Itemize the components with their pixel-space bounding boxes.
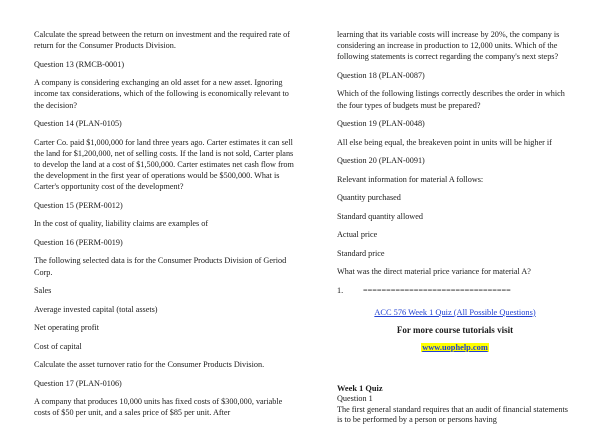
question-heading: Question 1: [337, 394, 373, 404]
list-item: Standard price: [337, 248, 385, 258]
list-item: Net operating profit: [34, 323, 100, 333]
question-heading: Question 13 (RMCB-0001): [34, 59, 125, 69]
question-heading: Question 15 (PERM-0012): [34, 200, 123, 210]
question-heading: Question 16 (PERM-0019): [34, 237, 123, 247]
paragraph: A company that produces 10,000 units has fixed costs of $300,000, variable costs of $50 per unit, and a sales price of $85 per unit. After: [34, 397, 283, 418]
separator-number: 1.: [337, 285, 344, 295]
list-item: Actual price: [337, 230, 378, 240]
course-link-row: [337, 308, 573, 317]
site-link[interactable]: www.uophelp.com: [422, 342, 488, 352]
tutorials-text: For more course tutorials visit: [396, 324, 514, 335]
list-item: Average invested capital (total assets): [34, 304, 158, 314]
paragraph: The first general standard requires that an audit of financial statements is to be performed by a person or persons having: [337, 404, 568, 425]
left-column: [34, 29, 300, 426]
list-item: Quantity purchased: [337, 193, 401, 203]
paragraph: What was the direct material price variance for material A?: [337, 267, 531, 277]
list-item: Cost of capital: [34, 341, 82, 351]
question-heading: Question 20 (PLAN-0091): [337, 156, 425, 166]
paragraph: Which of the following listings correctly describes the order in which the four types of budgets must be prepared?: [337, 89, 565, 110]
course-link[interactable]: ACC 576 Week 1 Quiz (All Possible Questions): [374, 307, 536, 317]
paragraph: learning that its variable costs will increase by 20%, the company is considering an increase in production to 12,000 units. Which of the following statements is correct regarding the company's next steps?: [337, 30, 560, 62]
paragraph: Carter Co. paid $1,000,000 for land three years ago. Carter estimates it can sell the land for $1,200,000, net of selling costs. If the land is not sold, Carter plans to develop the land at a cost of $1,500,000. Carter estimates net cash flow from the development in the first year of operations would be $500,000. What is Carter's opportunity cost of the development?: [34, 137, 294, 192]
site-link-row: [337, 343, 573, 352]
paragraph: All else being equal, the breakeven point in units will be higher if: [337, 137, 552, 147]
question-heading: Question 14 (PLAN-0105): [34, 119, 122, 129]
list-item: Standard quantity allowed: [337, 211, 423, 221]
paragraph: Calculate the asset turnover ratio for the Consumer Products Division.: [34, 360, 265, 370]
quiz-title: Week 1 Quiz: [337, 383, 383, 393]
question-heading: Question 18 (PLAN-0087): [337, 70, 425, 80]
paragraph: Calculate the spread between the return on investment and the required rate of return for the Consumer Products Division.: [34, 30, 290, 51]
list-item: Sales: [34, 286, 52, 296]
separator-rule: ================================: [363, 285, 511, 295]
paragraph: The following selected data is for the Consumer Products Division of Geriod Corp.: [34, 256, 287, 277]
separator-line: [337, 285, 573, 296]
paragraph: Relevant information for material A follows:: [337, 174, 484, 184]
paragraph: A company is considering exchanging an old asset for a new asset. Ignoring income tax considerations, which of the following is economically relevant to the decision?: [34, 78, 289, 110]
paragraph: In the cost of quality, liability claims are examples of: [34, 219, 209, 229]
question-heading: Question 19 (PLAN-0048): [337, 119, 425, 129]
question-heading: Question 17 (PLAN-0106): [34, 378, 122, 388]
right-column: [337, 29, 573, 426]
